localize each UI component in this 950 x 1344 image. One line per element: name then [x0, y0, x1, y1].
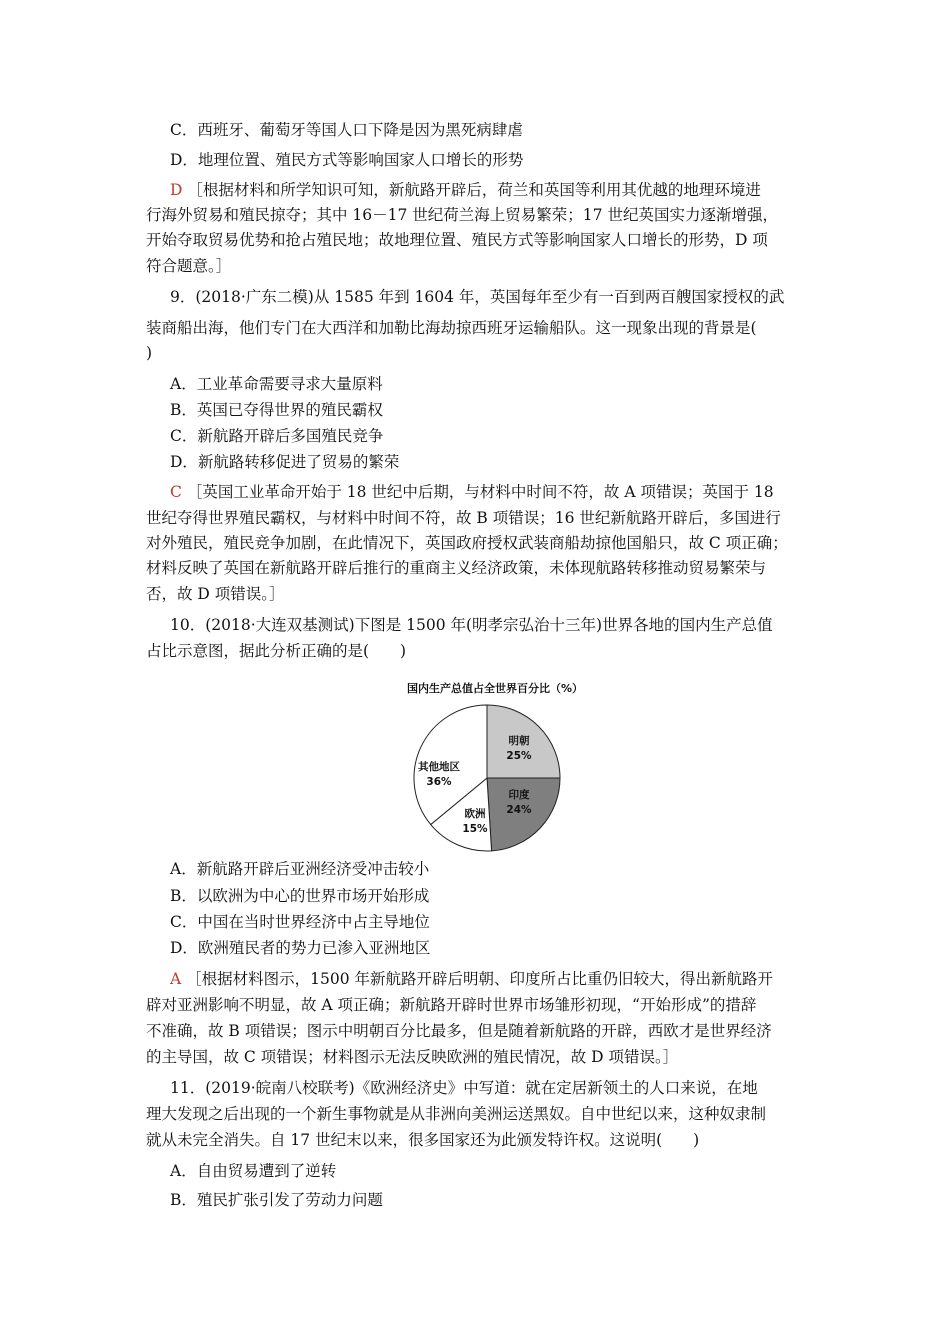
body-text-line	[146, 1047, 826, 1067]
slice-value-label: 15%	[462, 823, 488, 835]
slice-value-label: 24%	[506, 804, 532, 816]
line-text: D．新航路转移促进了贸易的繁荣	[170, 453, 400, 471]
option-line	[170, 426, 850, 446]
body-text-line	[146, 584, 826, 604]
answer-letter: D	[170, 181, 183, 199]
slice-value-label: 25%	[506, 750, 532, 762]
body-text-line	[146, 1130, 826, 1150]
slice-name-label: 明朝	[508, 735, 530, 747]
line-text: ［根据材料图示，1500 年新航路开辟后明朝、印度所占比重仍旧较大，得出新航路开	[186, 970, 774, 988]
body-text-line	[146, 256, 826, 276]
line-text: 世纪夺得世界殖民霸权，与材料中时间不符，故 B 项错误；16 世纪新航路开辟后，多国进行	[146, 509, 781, 527]
option-line	[170, 452, 850, 472]
slice-name-label: 其他地区	[418, 761, 460, 773]
chart-title: 国内生产总值占全世界百分比（%）	[406, 682, 584, 695]
answer-letter: A	[170, 970, 182, 988]
gdp-pie-chart	[380, 680, 610, 855]
line-text: B．英国已夺得世界的殖民霸权	[170, 401, 383, 419]
line-text: 就从未完全消失。自 17 世纪末以来，很多国家还为此颁发特许权。这说明( )	[146, 1131, 700, 1149]
line-text: A．新航路开辟后亚洲经济受冲击较小	[170, 860, 430, 878]
line-text: C．中国在当时世界经济中占主导地位	[170, 913, 430, 931]
body-text-line	[146, 558, 826, 578]
line-text: 10．(2018·大连双基测试)下图是 1500 年(明孝宗弘治十三年)世界各地的国内生产总值	[170, 616, 773, 634]
line-text: 的主导国，故 C 项错误；材料图示无法反映欧洲的殖民情况，故 D 项错误。］	[146, 1048, 679, 1066]
line-text: 否，故 D 项错误。］	[146, 585, 285, 603]
question-line	[170, 287, 850, 307]
line-text: 9．(2018·广东二模)从 1585 年到 1604 年，英国每年至少有一百到两百艘国家授权的武	[170, 288, 785, 306]
line-text: 行海外贸易和殖民掠夺；其中 16－17 世纪荷兰海上贸易繁荣；17 世纪英国实力逐渐增强，	[146, 206, 778, 224]
option-line	[170, 400, 850, 420]
body-text-line	[146, 1021, 826, 1041]
option-line	[170, 938, 850, 958]
line-text: C．新航路开辟后多国殖民竞争	[170, 427, 384, 445]
line-text: B．以欧洲为中心的世界市场开始形成	[170, 887, 430, 905]
line-text: 辟对亚洲影响不明显，故 A 项正确；新航路开辟时世界市场雏形初现，“开始形成”的措辞	[146, 996, 757, 1014]
body-text-line	[146, 343, 826, 363]
line-text: 不准确，故 B 项错误；图示中明朝百分比最多，但是随着新航路的开辟，西欧才是世界经济	[146, 1022, 772, 1040]
answer-letter: C	[170, 483, 182, 501]
line-text: 材料反映了英国在新航路开辟后推行的重商主义经济政策，未体现航路转移推动贸易繁荣与	[146, 559, 767, 577]
option-line	[170, 374, 850, 394]
option-line	[170, 859, 850, 879]
answer-explanation-line	[170, 969, 850, 989]
line-text: 理大发现之后出现的一个新生事物就是从非洲向美洲运送黑奴。自中世纪以来，这种奴隶制	[146, 1105, 767, 1123]
line-text: 开始夺取贸易优势和抢占殖民地；故地理位置、殖民方式等影响国家人口增长的形势，D 项	[146, 231, 768, 249]
line-text: 11．(2019·皖南八校联考)《欧洲经济史》中写道：就在定居新领土的人口来说，在地	[170, 1079, 758, 1097]
line-text: A．自由贸易遭到了逆转	[170, 1162, 337, 1180]
line-text: B．殖民扩张引发了劳动力问题	[170, 1191, 383, 1209]
body-text-line	[146, 533, 826, 553]
question-line	[170, 1078, 850, 1098]
question-line	[170, 615, 850, 635]
line-text: ［英国工业革命开始于 18 世纪中后期，与材料中时间不符，故 A 项错误；英国于 18	[186, 483, 774, 501]
line-text: )	[146, 344, 153, 362]
option-line	[170, 886, 850, 906]
body-text-line	[146, 318, 826, 338]
line-text: 符合题意。］	[146, 257, 232, 275]
body-text-line	[146, 205, 826, 225]
line-text: 装商船出海，他们专门在大西洋和加勒比海劫掠西班牙运输船队。这一现象出现的背景是(	[146, 319, 757, 337]
option-line	[170, 912, 850, 932]
option-line	[170, 1161, 850, 1181]
body-text-line	[146, 230, 826, 250]
line-text: A．工业革命需要寻求大量原料	[170, 375, 383, 393]
line-text: 占比示意图，据此分析正确的是( )	[146, 642, 407, 660]
pie-svg	[380, 702, 610, 857]
answer-explanation-line	[170, 180, 850, 200]
option-line	[170, 150, 850, 170]
line-text: D．地理位置、殖民方式等影响国家人口增长的形势	[170, 151, 524, 169]
line-text: D．欧洲殖民者的势力已渗入亚洲地区	[170, 939, 431, 957]
slice-value-label: 36%	[426, 776, 452, 788]
line-text: 对外殖民，殖民竞争加剧，在此情况下，英国政府授权武装商船劫掠他国船只，故 C 项正确；	[146, 534, 788, 552]
slice-name-label: 欧洲	[464, 808, 486, 820]
option-line	[170, 1190, 850, 1210]
body-text-line	[146, 508, 826, 528]
answer-explanation-line	[170, 482, 850, 502]
line-text: C．西班牙、葡萄牙等国人口下降是因为黑死病肆虐	[170, 121, 523, 139]
option-line	[170, 120, 850, 140]
body-text-line	[146, 641, 826, 661]
line-text: ［根据材料和所学知识可知，新航路开辟后，荷兰和英国等利用其优越的地理环境进	[187, 181, 761, 199]
body-text-line	[146, 995, 826, 1015]
body-text-line	[146, 1104, 826, 1124]
slice-name-label: 印度	[508, 789, 530, 801]
